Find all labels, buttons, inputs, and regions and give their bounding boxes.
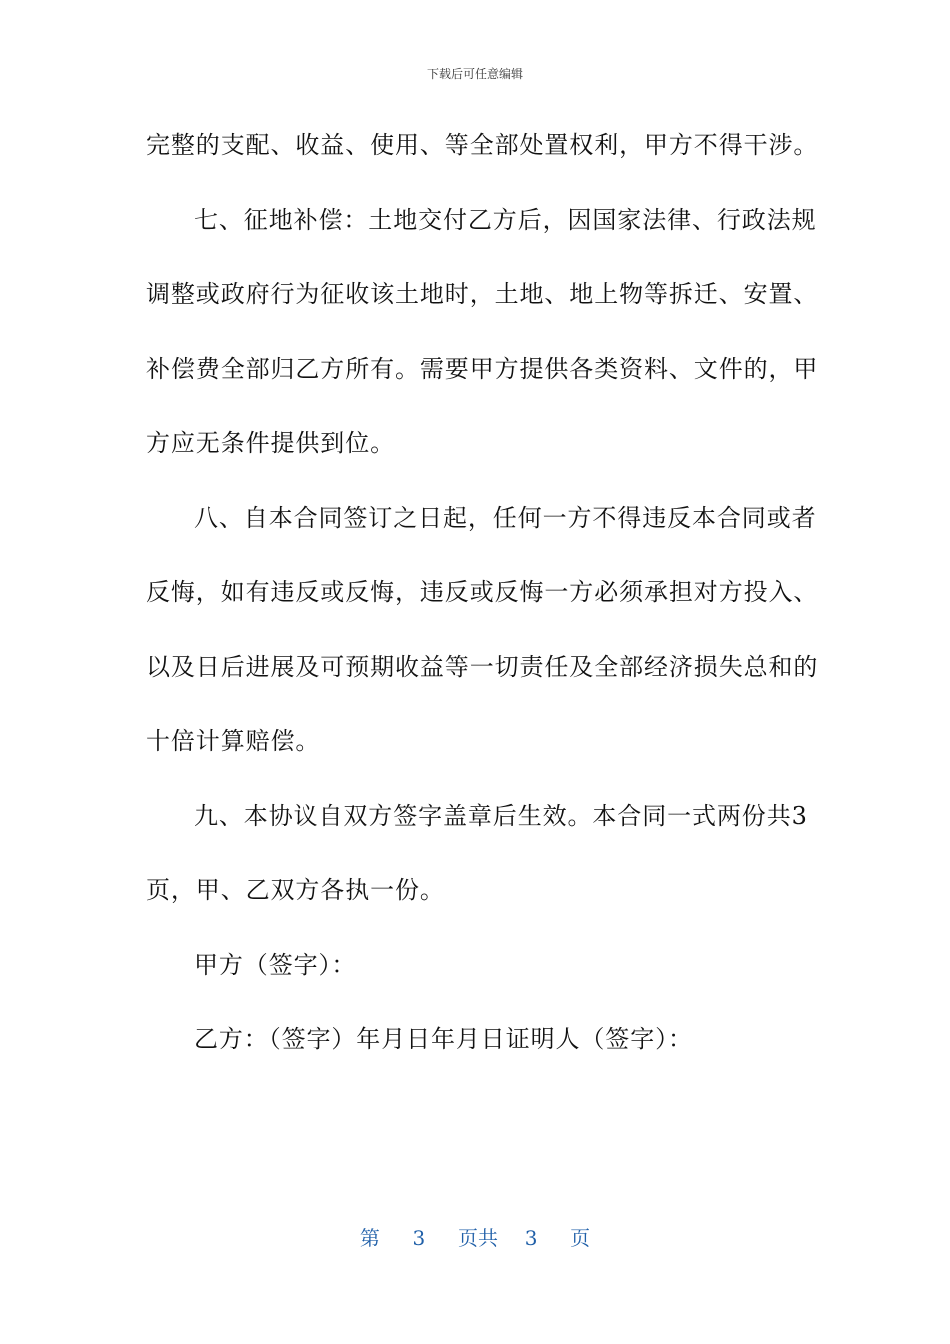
paragraph-line: 十倍计算赔偿。 (146, 727, 321, 755)
document-body (146, 120, 819, 1089)
footer-middle: 页共 (458, 1226, 498, 1250)
footer-prefix: 第 (359, 1226, 380, 1250)
footer-suffix: 页 (570, 1226, 591, 1250)
page-footer (0, 1224, 950, 1252)
footer-current-page: 3 (412, 1226, 426, 1250)
footer-total-pages: 3 (524, 1226, 538, 1250)
paragraph-line: 以及日后进展及可预期收益等一切责任及全部经济损失总和的 (146, 652, 819, 681)
paragraph-line: 调整或政府行为征收该土地时，土地、地上物等拆迁、安置、 (146, 280, 819, 308)
party-b-signature-line: 乙方：（签字）年月日年月日证明人（签字）： (194, 1025, 693, 1053)
header-text: 下载后可任意编辑 (426, 67, 523, 81)
paragraph-line: 方应无条件提供到位。 (146, 429, 395, 457)
party-a-signature-line: 甲方（签字）： (194, 950, 357, 979)
clause-nine-line: 九、本协议自双方签字盖章后生效。本合同一式两份共3 (194, 801, 808, 830)
paragraph-line: 反悔，如有违反或反悔，违反或反悔一方必须承担对方投入、 (146, 578, 819, 606)
page-header (0, 66, 950, 82)
clause-seven-line: 七、征地补偿：土地交付乙方后，因国家法律、行政法规 (194, 205, 817, 234)
paragraph-line: 页，甲、乙双方各执一份。 (146, 876, 445, 904)
paragraph-line: 完整的支配、收益、使用、等全部处置权利，甲方不得干涉。 (146, 131, 819, 159)
clause-eight-line: 八、自本合同签订之日起，任何一方不得违反本合同或者 (194, 503, 817, 532)
paragraph-line: 补偿费全部归乙方所有。需要甲方提供各类资料、文件的，甲 (146, 354, 819, 383)
